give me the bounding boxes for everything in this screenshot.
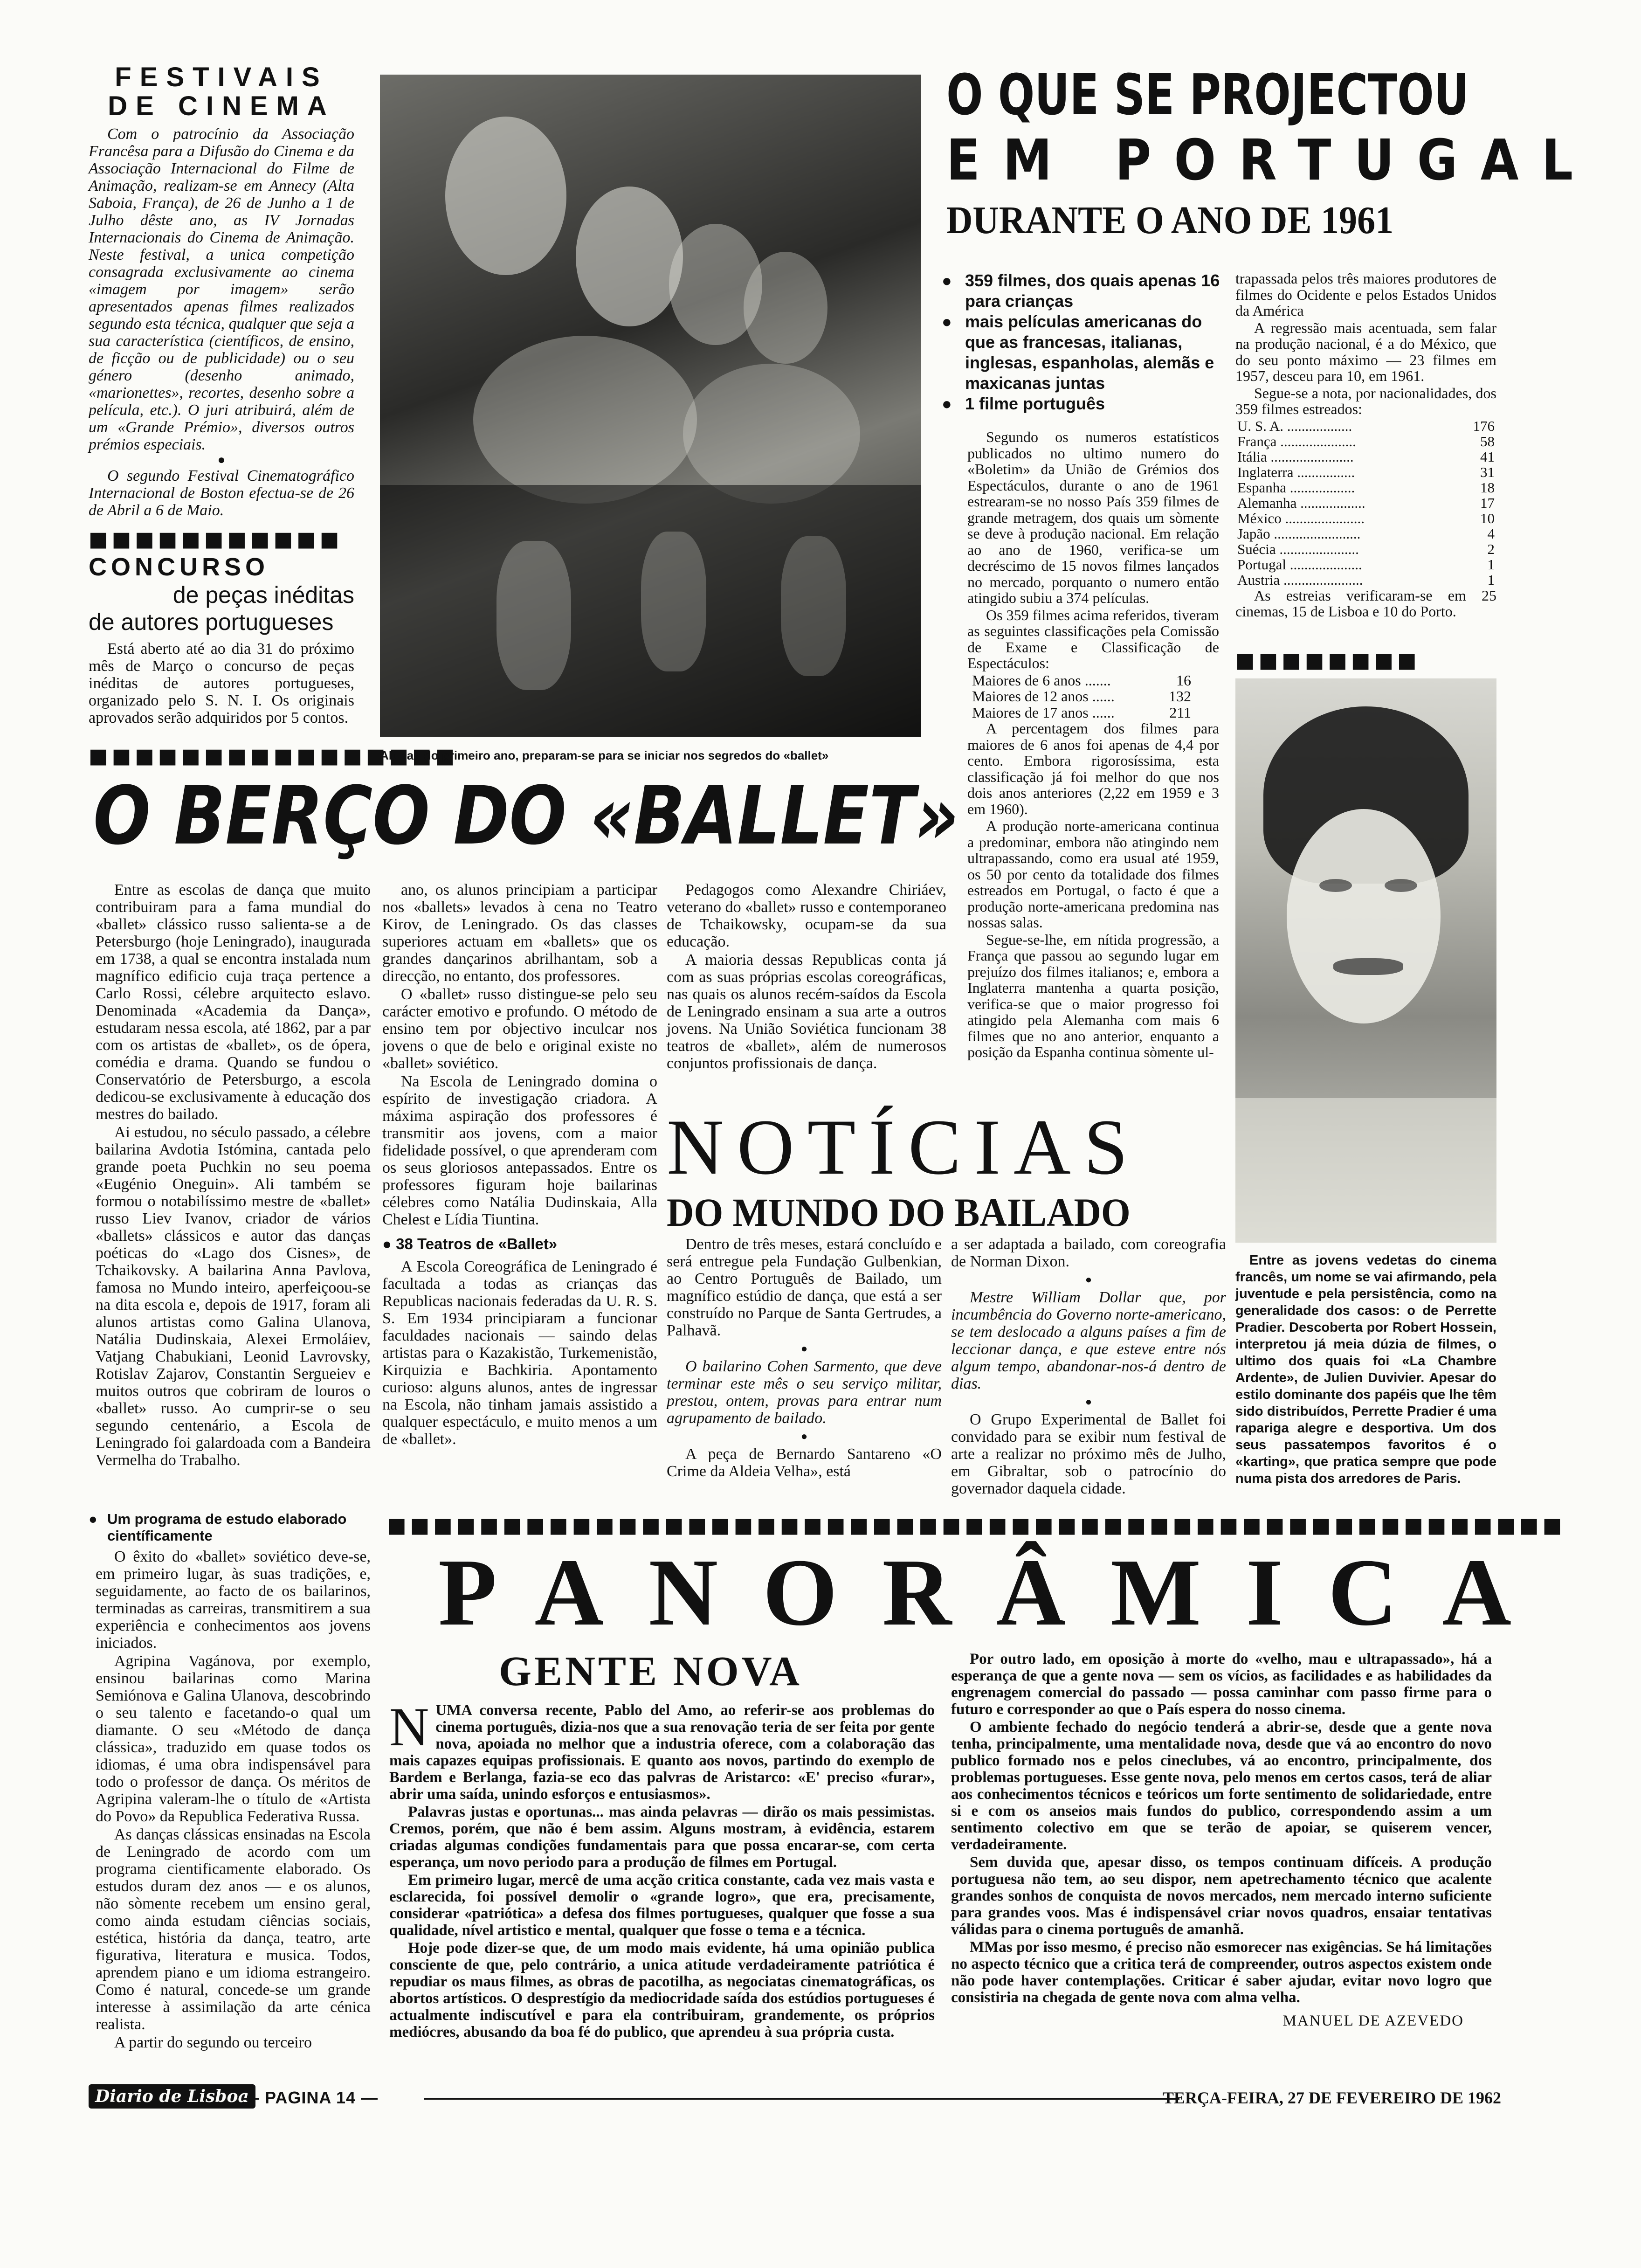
bullet-dot: ● [217,453,226,467]
panoramica-paragraph: MMas por isso mesmo, é preciso não esmorecer nas exigências. Se há limitações no aspecto técnico que a critica terá de compreender, outros aspectos existem onde não pode haver contemplações. Criticar é saber ajudar, evitar novo logro que consistiria na chegada de gente nova com alma velha. [951,1939,1492,2006]
ballet-photo-caption: Alunas do primeiro ano, preparam-se para se iniciar nos segredos do «ballet» [380,748,829,762]
noticias-subtitle: DO MUNDO DO BAILADO [667,1190,1131,1235]
noticias-paragraph: O bailarino Cohen Sarmento, que deve terminar este mês o seu serviço militar, prestou, ontem, provas para entrar num agrupamento de bailado. [667,1358,942,1427]
country-name: México ...................... [1237,510,1365,526]
bullet-dot-icon: ● [942,394,952,413]
projectou-title-line2: EM PORTUGAL [946,128,1596,193]
berco-subhead1-text: ● Um programa de estudo elaborado científicamente [89,1511,347,1544]
berco-paragraph: Na Escola de Leningrado domina o espírito de investigação criadora. A máxima aspiração dos professores é transmitir aos jovens, com a maior fidelidade possível, o que aprenderam com os seus gloriosos antepassados. Entre os professores figuram hoje bailarinas célebres como Natália Dudinskaia, Alla Chelest e Lídia Tiuntina. [382,1073,657,1228]
age-row [972,688,1219,705]
panoramica-col1 [389,1696,935,2041]
page-number: — PAGINA 14 — [242,2088,379,2107]
country-count: 10 [1480,510,1495,526]
projectou-bullet: ● 359 filmes, dos quais apenas 16 para crianças [942,271,1220,311]
noticias-col1 [667,1236,942,1481]
berco-col3 [667,881,946,1073]
country-row [1235,464,1496,480]
panoramica-subtitle: GENTE NOVA [499,1648,802,1694]
panoramica-paragraph: Hoje pode dizer-se que, de um modo mais evidente, há uma opinião publica consciente de que, pelo contrário, a unica atitude verdadeiramente patriótica é repudiar os maus filmes, as obras de pacotilha, as negociatas cinematográficas, os abortos artísticos. O desprestígio da mediocridade saída dos estúdios portugueses é actualmente indiscutível e para ela contribuiram, grandemente, os próprios mediócres, abusando da boa fé do publico, que aprendeu à sua própria custa. [389,1940,935,2040]
noticias-paragraph: a ser adaptada a bailado, com coreografia de Norman Dixon. [951,1236,1226,1270]
country-count: 2 [1487,540,1495,557]
berco-title: O BERÇO DO «BALLET» [93,769,959,863]
bullet-dot-icon: ● [942,271,952,290]
country-name: Inglaterra ................ [1237,463,1355,480]
projectou-paragraph: A produção norte-americana continua a predominar, embora não atingindo nem ultrapassando, como era usual até 1959, os 50 por cento da totalidade dos filmes estreados em Portugal, o facto é que a produção norte-americana predomina nas nossas salas. [967,817,1219,931]
panoramica-paragraph: N UMA conversa recente, Pablo del Amo, ao referir-se aos problemas do cinema português, dizia-nos que a sua renovação teria de ser feita por gente nova, apoiada no melhor que a industria oferece, com a colaboração das mais capazes equipas profissionais. E quanto aos novos, partindo do exemplo de Bardem e Berlanga, fazia-se eco das palvras de Aristarco: «E' preciso «furar», abrir uma saída, unindo esforços e entusiasmos». [389,1696,935,1803]
projectou-bullet: ● 1 filme português [942,394,1105,413]
ballet-photo [380,75,921,737]
concurso-section [89,529,354,726]
berco-paragraph: Agripina Vagánova, por exemplo, ensinou bailarinas como Marina Semiónova e Galina Ulanova, descobrindo o seu talento e facetando-o qual um diamante. O seu «Método de dança clássica», traduzido em quase todos os idiomas, é uma obra indispensável para todo o professor de dança. Os méritos de Agripina valeram-lhe o título de «Artista do Povo» da Republica Federativa Russa. [96,1653,371,1825]
country-name: Suécia ...................... [1237,540,1359,557]
perrette-pradier-caption: Entre as jovens vedetas do cinema francês, um nome se vai afirmando, pela juventude e pela persistência, como na generalidade dos casos: o de Perrette Pradier. Descoberta por Robert Hossein, interpretou já meia dúzia de filmes, o ultimo dos quais foi «La Chambre Ardente», de Julien Duvivier. Apesar do estilo dominante dos papéis que lhe têm sido distribuídos, Perrette Pradier é uma rapariga alegre e desportiva. Um dos seus passatempos favoritos é o «karting», que pratica sempre que pode numa pista dos arredores de Paris. [1235,1253,1496,1486]
square-divider: ■■■■■■■■■■■■■■■■■■■■■■■■■■■■■■■■■■■■■■■■■■■■■■■■■■■ [387,1514,1566,1537]
panoramica-paragraph: Sem duvida que, apesar disso, os tempos continuam difíceis. A produção portuguesa não tem, ao seu dispor, nem apetrechamento técnico que acalente grandes sonhos de conquista de novos mercados, nem mercado interno suficiente para grandes voos. Mas é indispensável criar novos quadros, ensaiar tentativas válidas para o cinema português de amanhã. [951,1854,1492,1938]
noticias-paragraph: Mestre William Dollar que, por incumbência do Governo norte-americano, se tem deslocado a alguns países a fim de leccionar dança, e que esteve entre nós algum tempo, abandonar-nos-á dentro de dias. [951,1289,1226,1392]
projectou-paragraph: trapassada pelos três maiores produtores de filmes do Ocidente e pelos Estados Unidos da América [1235,270,1496,319]
dropcap: N [389,1696,429,1757]
country-row [1235,511,1496,526]
berco-paragraph: O êxito do «ballet» soviético deve-se, em primeiro lugar, às suas tradições, e, seguidamente, ao facto de os bailarinos, terminadas as carreiras, transmitirem a sua experiência e conhecimentos aos jovens iniciados. [96,1548,371,1652]
country-count: 41 [1480,448,1495,465]
bullet-dot-icon: ● [382,1235,396,1252]
country-count: 17 [1480,494,1495,511]
projectou-paragraph: Segundo os numeros estatísticos publicados no ultimo numero do «Boletim» da União de Grémios dos Espectáculos, durante o ano de 1961 estrearam-se no nosso País 359 filmes de grande metragem, dos quais um sòmente se deve à produção nacional. Em relação ao ano de 1960, verifica-se um decréscimo de 15 novos filmes lançados no mercado, porquanto o numero então atingido subiu a 374 películas. [967,429,1219,606]
masthead-logo: Diario de Lisboa [89,2084,255,2109]
panoramica-author: MANUEL DE AZEVEDO [1282,2012,1464,2029]
noticias-paragraph: A peça de Bernardo Santareno «O Crime da Aldeia Velha», está [667,1445,942,1480]
bullet-dot-icon: ● [1085,1274,1092,1286]
age-value: 16 [1176,671,1191,689]
age-row [972,672,1219,689]
projectou-col2 [1235,270,1496,621]
perrette-pradier-photo [1235,678,1496,1243]
country-name: Austria ...................... [1237,571,1363,588]
country-count: 176 [1473,417,1495,434]
bullet-dot-icon: ● [800,1343,808,1355]
concurso-text: Está aberto até ao dia 31 do próximo mês de Março o concurso de peças inéditas de autores portugueses, organizado pelo S. N. I. Os originais aprovados serão adquiridos por 5 contos. [89,640,354,726]
country-row [1235,418,1496,434]
projectou-paragraph: Os 359 filmes acima referidos, tiveram as seguintes classificações pela Comissão de Exame e Classificação de Espectáculos: [967,606,1219,671]
country-count: 4 [1487,525,1495,542]
festivais-title-line1: FESTIVAIS [115,62,328,92]
berco-subhead2: ● 38 Teatros de «Ballet» [382,1235,558,1252]
noticias-title: NOTÍCIAS [667,1103,1141,1191]
berco-paragraph: ano, os alunos principiam a participar nos «ballets» levados à cena no Teatro Kirov, de Leningrado. Os das classes superiores actuam em «ballets» que os grandes dançarinos abrilhantam, sob a direcção, no entanto, dos professores. [382,881,657,985]
country-count: 31 [1480,463,1495,480]
festivais-text: Com o patrocínio da Associação Francêsa para a Difusão do Cinema e da Associação Internacional do Filme de Animação, realizam-se em Annecy (Alta Saboia, França), de 26 de Junho a 1 de Julho dêste ano, as IV Jornadas Internacionais do Cinema de Animação. Neste festival, a unica competição consagrada exclusivamente ao cinema «imagem por imagem» serão apresentados apenas filmes realizados segundo esta técnica, qualquer que seja a sua característica (científicos, de ensino, de ficção ou de publicidade) ou o seu género (desenho animado, «marionettes», recortes, desenho sobre a película, etc.). O juri atribuirá, além de um «Grande Prémio», diversos outros prémios especiais. [89,125,354,453]
projectou-paragraph: A percentagem dos filmes para maiores de 6 anos foi apenas de 4,4 por cento. Embora rigorosíssima, esta classificação já foi melhor do que nos dois anos anteriores (2,22 em 1959 e 3 em 1960). [967,720,1219,817]
noticias-paragraph: O Grupo Experimental de Ballet foi convidado para se exibir num festival de arte a realizar no próximo mês de Julho, em Gibraltar, sob o patrocínio do governador daquela cidade. [951,1411,1226,1497]
footer-rule [424,2098,1179,2100]
projectou-bullet: ● mais películas americanas do que as francesas, italianas, inglesas, espanholas, alemãs e maxicanas juntas [942,312,1214,393]
berco-col2 [382,881,657,1449]
country-row [1235,541,1496,557]
bullet-dot-icon: ● [89,1511,97,1527]
square-divider: ■■■■■■■■■■■ [89,527,343,551]
country-name: Itália ....................... [1237,448,1354,465]
country-row [1235,495,1496,511]
country-row [1235,557,1496,572]
projectou-paragraph: A regressão mais acentuada, sem falar na produção nacional, é a do México, que do seu ponto máximo — 23 filmes em 1957, desceu para 10, em 1961. [1235,319,1496,384]
ages-list [967,672,1219,721]
country-count: 1 [1487,556,1495,573]
age-value: 132 [1169,688,1191,705]
age-label: Maiores de 6 anos ....... [972,671,1111,689]
noticias-header [667,1105,1226,1236]
projectou-paragraph: Segue-se a nota, por nacionalidades, dos 359 filmes estreados: [1235,384,1496,417]
projectou-bullets [942,270,1221,414]
panoramica-col2 [951,1651,1492,2029]
country-count: 58 [1480,433,1495,449]
country-name: Alemanha .................. [1237,494,1365,511]
berco-col1b [96,1548,371,2052]
panoramica-paragraph: Em primeiro lugar, mercê de uma acção critica constante, cada vez mais vasta e esclarecida, foi possível demolir o «grande logro», que era, precisamente, considerar «patriótica» a defesa dos filmes portugueses, qualquer que fosse a sua qualidade, nível artistico e mental, qualquer que fosse o tema e a técnica. [389,1872,935,1939]
berco-paragraph: A Escola Coreográfica de Leningrado é facultada a todas as crianças das Republicas nacionais federadas da U. R. S. S. Em 1934 principiaram a funcionar faculdades nacionais — saindo delas artistas para o Kazakistão, Turkemenistão, Kirquizia e Bachkiria. Apontamento curioso: alguns alunos, antes de ingressar na Escola, não tinham jamais assistido a qualquer espectáculo, e muito menos a um de «ballet». [382,1258,657,1448]
age-label: Maiores de 17 anos ...... [972,704,1115,721]
projectou-col1 [967,429,1219,1061]
concurso-subtitle1: de peças inéditas [172,582,354,608]
square-divider: ■■■■■■■■■■■■■■■■ [89,744,459,768]
age-value: 211 [1169,704,1191,721]
age-row [972,705,1219,721]
concurso-subtitle2: de autores portugueses [89,609,334,635]
noticias-col2 [951,1236,1226,1498]
country-name: França ..................... [1237,433,1356,449]
festivais-section [89,63,354,519]
country-row [1235,572,1496,588]
panoramica-paragraph: O ambiente fechado do negócio tenderá a abrir-se, desde que a gente nova tenha, principalmente, uma mentalidade nova, desde que vá ao encontro do novo publico formado nos e pelos cineclubes, vá ao encontro, principalmente, dos problemas portugueses. Esse gente nova, pelo menos em certos casos, terá de aliar aos conhecimentos técnicos e teóricos um forte sentimento de solidariedade, entre si e com os anseios mais fundos do publico, correspondendo assim a um sentimento colectivo em que se terão de apoiar, se quiserem vencer, verdadeiramente. [951,1719,1492,1853]
country-row [1235,526,1496,541]
projectou-header [946,63,1596,244]
berco-paragraph: Pedagogos como Alexandre Chiriáev, veterano do «ballet» russo e contemporaneo de Tchaikowsky, ocupam-se da sua educação. [667,881,946,950]
festivais-title-line2: DE CINEMA [108,91,335,121]
footer [89,2084,1501,2112]
country-name: Japão ........................ [1237,525,1361,542]
footer-date: TERÇA-FEIRA, 27 DE FEVEREIRO DE 1962 [1162,2088,1501,2107]
country-name: Portugal .................... [1237,556,1362,573]
panoramica-title: PANORÂMICA [438,1539,1556,1646]
berco-paragraph: O «ballet» russo distingue-se pelo seu carácter emotivo e profundo. O método de ensino tem por objectivo inculcar nos jovens o que de belo e original existe no «ballet» soviético. [382,986,657,1072]
bullet-dot-icon: ● [942,312,952,331]
berco-paragraph: A partir do segundo ou terceiro [114,2034,312,2051]
countries-table [1235,418,1496,588]
country-count: 1 [1487,571,1495,588]
age-label: Maiores de 12 anos ...... [972,688,1115,705]
country-row [1235,480,1496,495]
berco-paragraph: As danças clássicas ensinadas na Escola de Leningrado de acordo com um programa cientificamente elaborado. Os estudos duram dez anos — e os alunos, não sòmente recebem um ensino geral, como ainda estudam ciências sociais, estética, história da dança, teatro, arte figurativa, literatura e musica. Todos, aprendem piano e um idioma estrangeiro. Como é natural, concede-se um grande interesse à assimilação da arte cénica realista. [96,1826,371,2033]
projectou-title-line1: O QUE SE PROJECTOU [946,63,1469,128]
country-name: Espanha .................. [1237,479,1355,496]
berco-col1 [96,881,371,1470]
berco-paragraph: Entre as escolas de dança que muito contribuiram para a fama mundial do «ballet» clássico russo salienta-se a de Petersburgo (hoje Leningrado), inaugurada em 1738, a qual se encontra instalada num magnífico edificio cuja traça pertence a Carlo Rossi, célebre arquitecto eslavo. Denominada «Academia da Dança», estudaram nessa escola, até 1862, par a par com os artistas de «ballet», os de ópera, comédia e drama. Quando se fundou o Conservatório de Petersburgo, a escola dedicou-se exclusivamente à educação dos mestres do bailado. [96,881,371,1123]
berco-subhead1 [89,1511,373,1544]
ballet-caption-row [89,746,937,767]
berco-paragraph: A maioria dessas Republicas conta já com as suas próprias escolas coreográficas, nas quais os alunos recém-saídos da Escola de Leningrado ensinam a sua arte a outros jovens. Na União Soviética funcionam 38 teatros de «ballet», além de numerosos conjuntos profissionais de dança. [667,951,946,1072]
panoramica-paragraph: Palavras justas e oportunas... mas ainda pelavras — dirão os mais pessimistas. Cremos, porém, que não é bem assim. Alguns mostram, à evidência, estarem criadas algumas condições fundamentais para que possa encarar-se, com certa esperança, um novo periodo para a produção de filmes em Portugal. [389,1804,935,1871]
country-row [1235,434,1496,449]
projectou-subtitle: DURANTE O ANO DE 1961 [946,199,1394,242]
country-count: 18 [1480,479,1495,496]
festivais-text-boston: O segundo Festival Cinematográfico Internacional de Boston efectua-se de 26 de Abril a 6 de Maio. [89,467,354,519]
noticias-paragraph: Dentro de três meses, estará concluído e será entregue pela Fundação Gulbenkian, ao Centro Português de Bailado, um magnífico estúdio de dança, que está a ser construído no Parque de Santa Gertrudes, a Palhavã. [667,1236,942,1339]
square-divider: ■■■■■■■■ [1235,649,1420,672]
projectou-paragraph: Segue-se-lhe, em nítida progressão, a França que passou ao segundo lugar em prejuízo dos filmes italianos; e, embora a Inglaterra mantenha a quarta posição, verifica-se que o maior progresso foi atingido pela Alemanha com mais 6 filmes que no ano anterior, enquanto a posição da Espanha continua sòmente ul- [967,931,1219,1060]
country-row [1235,449,1496,464]
berco-paragraph: Ai estudou, no século passado, a célebre bailarina Avdotia Istómina, cantada pelo grande poeta Puchkin no seu poema «Eugénio Oneguin». Ali também se formou o notabilíssimo mestre de «ballet» russo Liev Ivanov, criador de vários «ballets» clássicos e autor das danças poéticas do «Lago dos Cisnes», de Tchaikovsky. A bailarina Anna Pavlova, famosa no Mundo inteiro, aperfeiçoou-se na dita escola e, depois de 1917, foram ali alunos artistas como Galina Ulanova, Natália Dudinskaia, Alexei Ermoláiev, Vatjang Chabukiani, Leonid Lavrovsky, Rotislav Zajarov, Constantin Sergueiev e muitos outros que cobriram de louros o «ballet» russo. Ao cumprir-se o seu segundo centenário, a Escola de Leningrado foi galardoada com a Bandeira Vermelha do Trabalho. [96,1124,371,1469]
concurso-title: CONCURSO [89,553,269,581]
country-name: U. S. A. .................. [1237,417,1352,434]
projectou-paragraph: As estreias verificaram-se em 25 cinemas, 15 de Lisboa e 10 do Porto. [1235,587,1496,620]
bullet-dot-icon: ● [800,1431,808,1443]
bullet-dot-icon: ● [1085,1396,1092,1408]
panoramica-paragraph: Por outro lado, em oposição à morte do «velho, mau e ultrapassado», há a esperança de que a gente nova — sem os vícios, as facilidades e as habilidades da engrenagem comercial do passado — possa caminhar com passo firme para o futuro e corresponder ao que o País espera do nosso cinema. [951,1651,1492,1718]
